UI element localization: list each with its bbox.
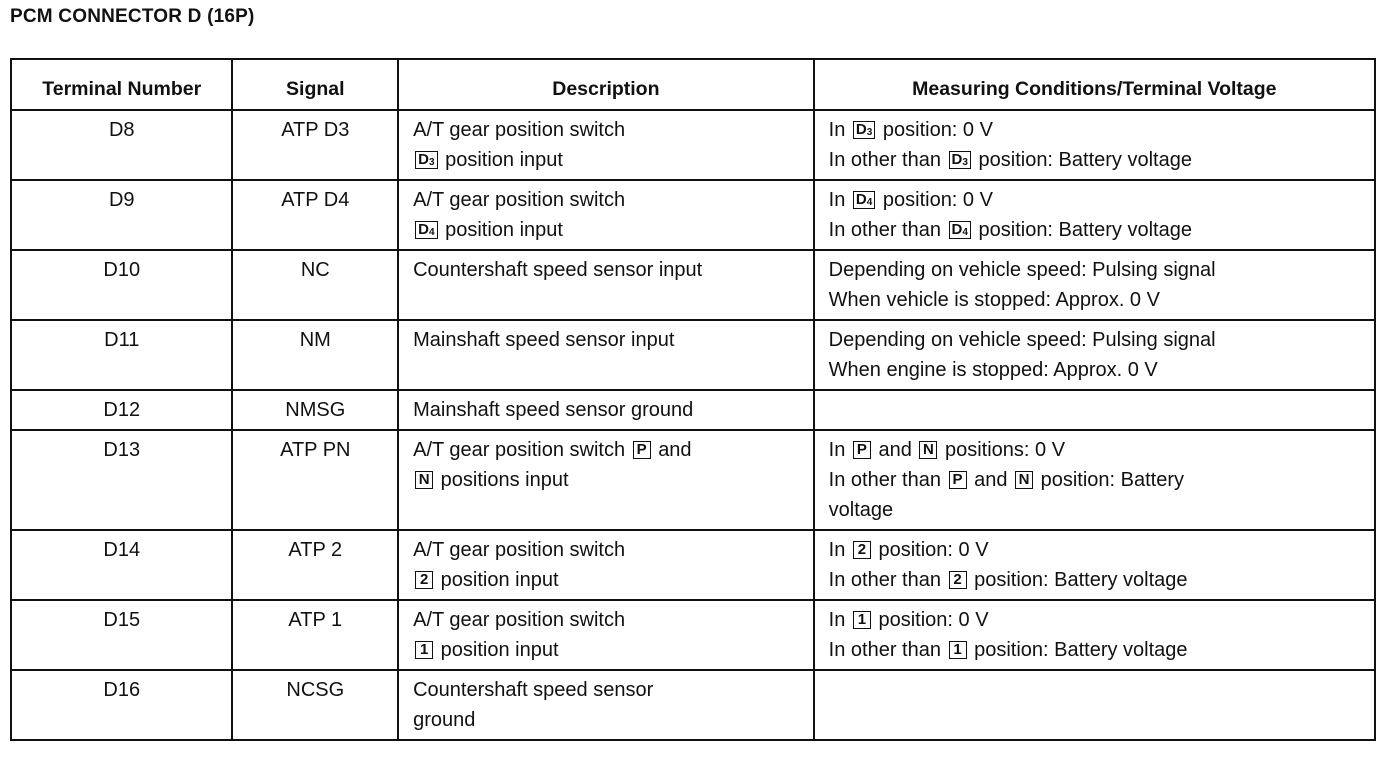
position-symbol: N: [415, 471, 433, 489]
desc-line: 2 position input: [413, 565, 799, 595]
description: [398, 320, 814, 390]
desc-line: A/T gear position switch: [413, 119, 626, 141]
description: [398, 180, 814, 250]
signal: ATP 1: [232, 600, 398, 670]
measuring-conditions: [814, 530, 1375, 600]
position-symbol: $D_4$: [415, 221, 437, 239]
description: [398, 390, 814, 430]
table-row: [11, 110, 1375, 180]
signal: ATP D3: [232, 110, 398, 180]
description: [398, 110, 814, 180]
desc-line: 1 position input: [413, 635, 799, 665]
position-symbol: P: [853, 441, 871, 459]
description: [398, 530, 814, 600]
table-row: [11, 250, 1375, 320]
terminal-number: D8: [11, 110, 232, 180]
desc-line: A/T gear position switch: [413, 189, 626, 211]
table-row: [11, 390, 1375, 430]
cond-line: In other than $D_4$ position: Battery voltage: [828, 219, 1192, 241]
cond-line: Depending on vehicle speed: Pulsing signal: [828, 259, 1216, 281]
measuring-conditions: [814, 600, 1375, 670]
cond-line: When vehicle is stopped: Approx. 0 V: [828, 289, 1160, 311]
measuring-conditions: [814, 250, 1375, 320]
cond-line: In 2 position: 0 V: [828, 539, 989, 561]
position-symbol: $D_3$: [853, 121, 875, 139]
table-row: [11, 180, 1375, 250]
description: [398, 250, 814, 320]
terminal-number: D14: [11, 530, 232, 600]
table-row: [11, 670, 1375, 740]
terminal-number: D15: [11, 600, 232, 670]
cond-line: In 1 position: 0 V: [828, 609, 989, 631]
description: [398, 430, 814, 530]
cond-line: In other than 2 position: Battery voltage: [828, 569, 1188, 591]
position-symbol: $D_4$: [949, 221, 971, 239]
measuring-conditions: [814, 320, 1375, 390]
position-symbol: 1: [853, 611, 871, 629]
description: [398, 600, 814, 670]
cond-line: When engine is stopped: Approx. 0 V: [828, 359, 1158, 381]
signal: NMSG: [232, 390, 398, 430]
measuring-conditions: [814, 390, 1375, 430]
signal: NCSG: [232, 670, 398, 740]
header-terminal-number: Terminal Number: [11, 59, 232, 110]
signal: NM: [232, 320, 398, 390]
desc-line: Countershaft speed sensor input: [413, 259, 703, 281]
position-symbol: 1: [949, 641, 967, 659]
terminal-number: D11: [11, 320, 232, 390]
desc-line: Mainshaft speed sensor ground: [413, 399, 694, 421]
position-symbol: 1: [415, 641, 433, 659]
cond-line: In other than $D_3$ position: Battery voltage: [828, 149, 1192, 171]
header-measuring-conditions: Measuring Conditions/Terminal Voltage: [814, 59, 1375, 110]
position-symbol: N: [919, 441, 937, 459]
position-symbol: P: [949, 471, 967, 489]
desc-line: Mainshaft speed sensor input: [413, 329, 675, 351]
position-symbol: $D_3$: [415, 151, 437, 169]
position-symbol: 2: [415, 571, 433, 589]
description: [398, 670, 814, 740]
measuring-conditions: [814, 430, 1375, 530]
desc-line: A/T gear position switch P and: [413, 439, 692, 461]
position-symbol: $D_4$: [853, 191, 875, 209]
cond-line: In $D_3$ position: 0 V: [828, 119, 993, 141]
terminal-number: D16: [11, 670, 232, 740]
cond-line: In P and N positions: 0 V: [828, 439, 1066, 461]
signal: ATP 2: [232, 530, 398, 600]
desc-line: $D_4$ position input: [413, 215, 799, 245]
cond-line: voltage: [828, 499, 894, 521]
connector-table: [10, 58, 1376, 741]
terminal-number: D12: [11, 390, 232, 430]
desc-line: A/T gear position switch: [413, 609, 626, 631]
signal: NC: [232, 250, 398, 320]
signal: ATP D4: [232, 180, 398, 250]
measuring-conditions: [814, 670, 1375, 740]
terminal-number: D13: [11, 430, 232, 530]
header-row: [11, 59, 1375, 110]
table-row: [11, 600, 1375, 670]
header-description: Description: [398, 59, 814, 110]
desc-line: A/T gear position switch: [413, 539, 626, 561]
cond-line: In $D_4$ position: 0 V: [828, 189, 993, 211]
page-title: PCM CONNECTOR D (16P): [10, 6, 255, 27]
desc-line: $D_3$ position input: [413, 145, 799, 175]
position-symbol: 2: [853, 541, 871, 559]
desc-line: Countershaft speed sensor: [413, 679, 654, 701]
desc-line: ground: [413, 709, 476, 731]
header-signal: Signal: [232, 59, 398, 110]
signal: ATP PN: [232, 430, 398, 530]
position-symbol: $D_3$: [949, 151, 971, 169]
measuring-conditions: [814, 110, 1375, 180]
desc-line: N positions input: [413, 465, 799, 495]
measuring-conditions: [814, 180, 1375, 250]
table-row: [11, 430, 1375, 530]
position-symbol: P: [633, 441, 651, 459]
table-row: [11, 530, 1375, 600]
cond-line: In other than P and N position: Battery: [828, 469, 1185, 491]
terminal-number: D10: [11, 250, 232, 320]
position-symbol: N: [1015, 471, 1033, 489]
table-row: [11, 320, 1375, 390]
terminal-number: D9: [11, 180, 232, 250]
cond-line: Depending on vehicle speed: Pulsing signal: [828, 329, 1216, 351]
cond-line: In other than 1 position: Battery voltage: [828, 639, 1188, 661]
position-symbol: 2: [949, 571, 967, 589]
